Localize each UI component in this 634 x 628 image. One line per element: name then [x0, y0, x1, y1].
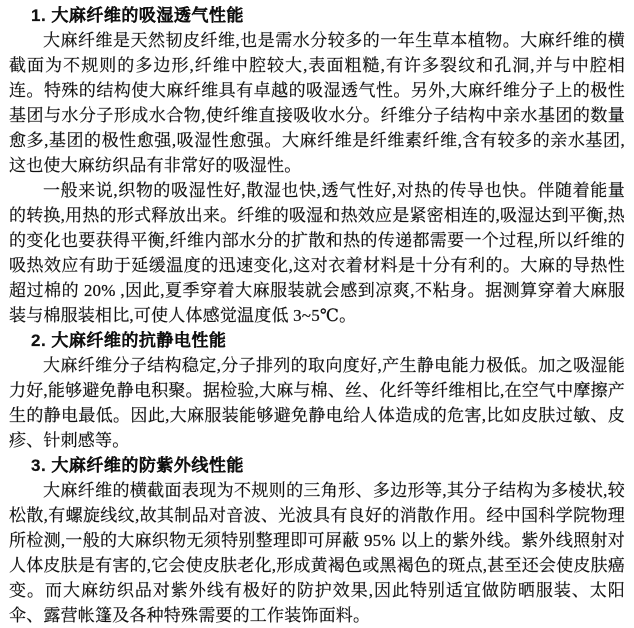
- section-2-paragraph-1: 大麻纤维分子结构稳定,分子排列的取向度好,产生静电能力极低。加之吸湿能力好,能够避免静电积聚。据检验,大麻与棉、丝、化纤等纤维相比,在空气中摩擦产生的静电最低。因此,大麻服装能够避免静电给人体造成的危害,比如皮肤过敏、皮疹、针刺感等。: [9, 356, 625, 450]
- section-1-paragraph-2: 一般来说,织物的吸湿性好,散湿也快,透气性好,对热的传导也快。伴随着能量的转换,用热的形式释放出来。纤维的吸湿和热效应是紧密相连的,吸湿达到平衡,热的变化也要获得平衡,纤维内部水分的扩散和热的传递都需要一个过程,所以纤维的吸热效应有助于延缓温度的迅速变化,这对衣着材料是十分有利的。大麻的导热性超过棉的 20% ,因此,夏季穿着大麻服装就会感到凉爽,不粘身。据测算穿着大麻服装与棉服装相比,可使人体感觉温度低 3~5℃。: [9, 181, 625, 325]
- section-1-paragraph-1: 大麻纤维是天然韧皮纤维,也是需水分较多的一年生草本植物。大麻纤维的横截面为不规则的多边形,纤维中腔较大,表面粗糙,有许多裂纹和孔洞,并与中腔相连。特殊的结构使大麻纤维具有卓越的吸湿透气性。另外,大麻纤维分子上的极性基团与水分子形成水合物,使纤维直接吸收水分。纤维分子结构中亲水基团的数量愈多,基团的极性愈强,吸湿性愈强。大麻纤维是纤维素纤维,含有较多的亲水基团,这也使大麻纺织品有非常好的吸湿性。: [9, 31, 625, 175]
- section-3-heading: 3. 大麻纤维的防紫外线性能: [31, 456, 244, 475]
- section-3-paragraph-1: 大麻纤维的横截面表现为不规则的三角形、多边形等,其分子结构为多棱状,较松散,有螺旋线纹,故其制品对音波、光波具有良好的消散作用。经中国科学院物理所检测,一般的大麻织物无须特别整理即可屏蔽 95% 以上的紫外线。紫外线照射对人体皮肤是有害的,它会使皮肤老化,形成黄褐色或黑褐色的斑点,甚至还会使皮肤癌变。而大麻纺织品对紫外线有极好的防护效果,因此特别适宜做防晒服装、太阳伞、露营帐篷及各种特殊需要的工作装饰面料。: [9, 481, 625, 625]
- section-1-heading: 1. 大麻纤维的吸湿透气性能: [31, 6, 244, 25]
- section-2-heading: 2. 大麻纤维的抗静电性能: [31, 331, 227, 350]
